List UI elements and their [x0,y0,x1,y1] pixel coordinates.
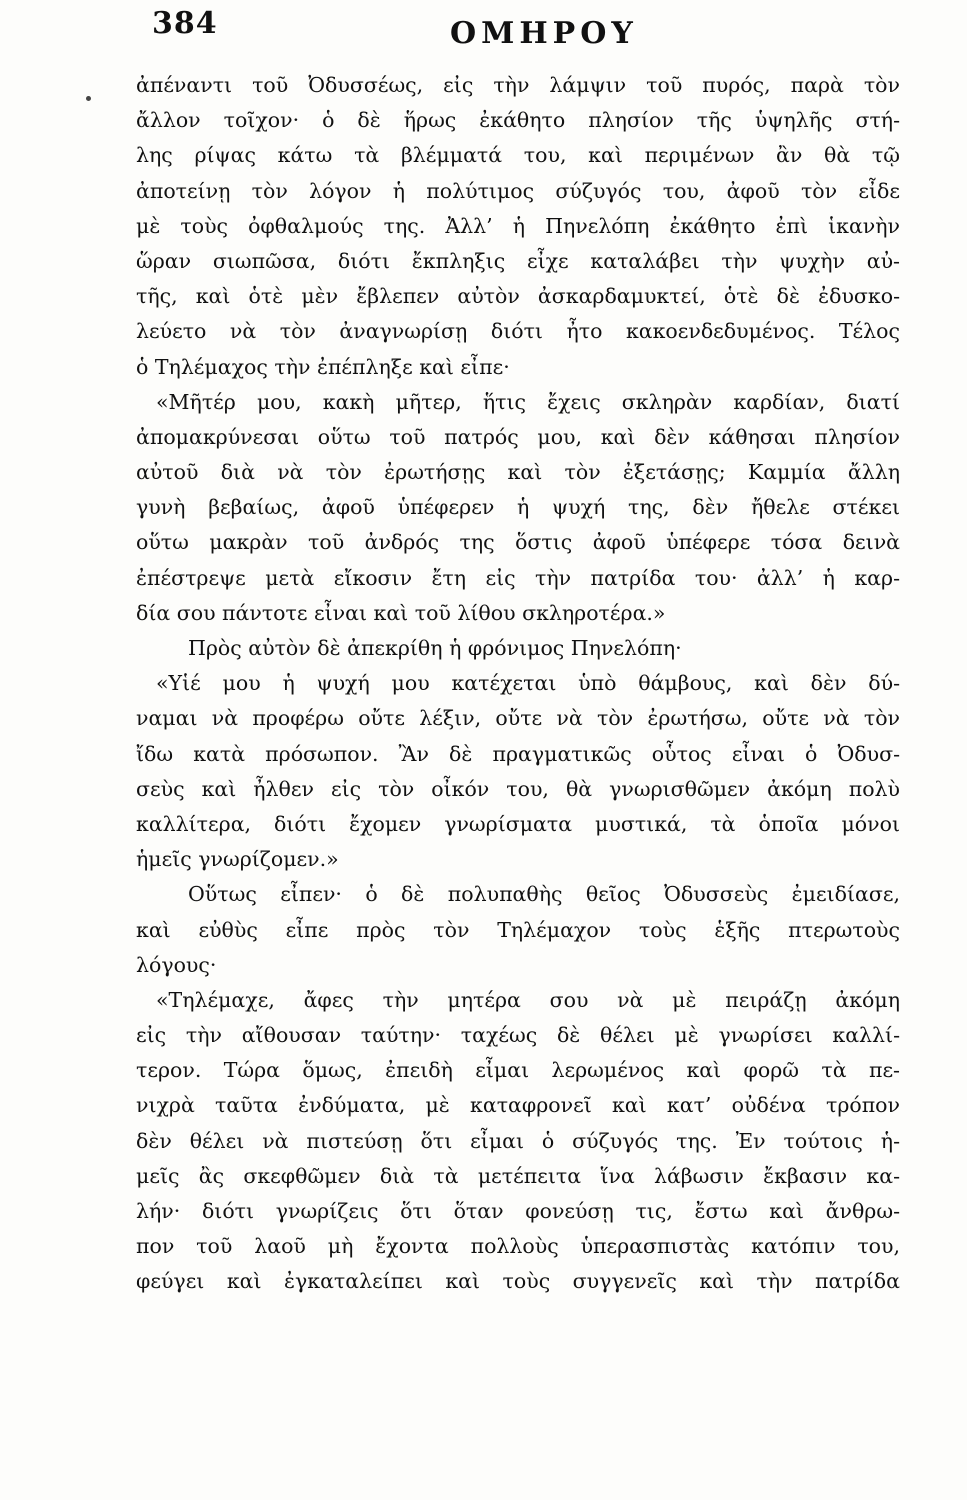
text-line: ἀποτείνῃ τὸν λόγον ἡ πολύτιμος σύζυγός του, ἀφοῦ τὸν εἶδε [136,178,900,203]
text-line: ὥραν σιωπῶσα, διότι ἔκπληξις εἶχε καταλάβει τὴν ψυχὴν αὐ- [136,248,900,273]
text-line: ναμαι νὰ προφέρω οὔτε λέξιν, οὔτε νὰ τὸν ἐρωτήσω, οὔτε νὰ τὸν [136,706,900,731]
text-line: Οὕτως εἶπεν· ὁ δὲ πολυπαθὴς θεῖος Ὀδυσσεὺς ἐμειδίασε, [188,882,900,907]
text-line: εἰς τὴν αἴθουσαν ταύτην· ταχέως δὲ θέλει μὲ γνωρίσει καλλί- [136,1023,900,1048]
text-line: ἴδω κατὰ πρόσωπον. Ἂν δὲ πραγματικῶς οὗτος εἶναι ὁ Ὀδυσ- [136,741,900,766]
text-line: λόγους· [136,952,217,977]
page-header [0,6,967,50]
page-number: 384 [152,6,218,41]
text-line: ἀπέναντι τοῦ Ὀδυσσέως, εἰς τὴν λάμψιν τοῦ πυρός, παρὰ τὸν [136,73,900,97]
text-line: φεύγει καὶ ἐγκαταλείπει καὶ τοὺς συγγενεῖς καὶ τὴν πατρίδα [136,1269,900,1294]
text-line: μεῖς ἂς σκεφθῶμεν διὰ τὰ μετέπειτα ἵνα λάβωσιν ἔκβασιν κα- [136,1163,900,1188]
text-line: δὲν θέλει νὰ πιστεύσῃ ὅτι εἶμαι ὁ σύζυγός της. Ἐν τούτοις ἡ- [136,1128,900,1153]
text-line: σεὺς καὶ ἦλθεν εἰς τὸν οἶκόν του, θὰ γνωρισθῶμεν ἀκόμη πολὺ [136,776,900,801]
text-line: λεύετο νὰ τὸν ἀναγνωρίσῃ διότι ἦτο κακοενδεδυμένος. Τέλος [136,319,900,344]
text-line: πον τοῦ λαοῦ μὴ ἔχοντα πολλοὺς ὑπερασπιστὰς κατόπιν του, [136,1234,900,1259]
text-line: ἀπομακρύνεσαι οὕτω τοῦ πατρός μου, καὶ δὲν κάθησαι πλησίον [136,424,900,449]
text-line: νιχρὰ ταῦτα ἐνδύματα, μὲ καταφρονεῖ καὶ κατ’ οὐδένα τρόπον [136,1093,900,1118]
text-line: Πρὸς αὐτὸν δὲ ἀπεκρίθη ἡ φρόνιμος Πηνελόπη· [188,636,682,660]
text-line: τερον. Τώρα ὅμως, ἐπειδὴ εἶμαι λερωμένος καὶ φορῶ τὰ πε- [136,1058,900,1083]
text-line: ὁ Τηλέμαχος τὴν ἐπέπληξε καὶ εἶπε· [136,354,510,379]
text-line: τῆς, καὶ ὁτὲ μὲν ἔβλεπεν αὐτὸν ἀσκαρδαμυκτεί, ὁτὲ δὲ ἐδυσκο- [136,284,900,309]
text-line: μὲ τοὺς ὀφθαλμούς της. Ἀλλ’ ἡ Πηνελόπη ἐκάθητο ἐπὶ ἱκανὴν [136,213,900,238]
text-line: λης ρίψας κάτω τὰ βλέμματά του, καὶ περιμένων ἂν θὰ τῷ [136,143,900,168]
body-text [136,68,900,1300]
text-line: «Τηλέμαχε, ἄφες τὴν μητέρα σου νὰ μὲ πειράζῃ ἀκόμη [156,987,900,1012]
text-line: «Μῆτέρ μου, κακὴ μῆτερ, ἥτις ἔχεις σκληρὰν καρδίαν, διατί [156,389,900,414]
text-line: ἄλλον τοῖχον· ὁ δὲ ἥρως ἐκάθητο πλησίον τῆς ὑψηλῆς στή- [136,108,900,133]
text-line: δία σου πάντοτε εἶναι καὶ τοῦ λίθου σκληροτέρα.» [136,600,666,625]
text-line: αὐτοῦ διὰ νὰ τὸν ἐρωτήσῃς καὶ τὸν ἐξετάσῃς; Καμμία ἄλλη [136,460,900,485]
running-title: ΟΜΗΡΟΥ [450,16,638,51]
text-line: οὕτω μακρὰν τοῦ ἀνδρός της ὅστις ἀφοῦ ὑπέφερε τόσα δεινὰ [136,530,900,555]
text-line: καλλίτερα, διότι ἔχομεν γνωρίσματα μυστικά, τὰ ὁποῖα μόνοι [136,811,900,836]
text-line: ἡμεῖς γνωρίζομεν.» [136,847,339,872]
text-line: λήν· διότι γνωρίζεις ὅτι ὅταν φονεύσῃ τις, ἔστω καὶ ἄνθρω- [136,1199,900,1223]
margin-mark [86,96,91,101]
text-line: καὶ εὐθὺς εἶπε πρὸς τὸν Τηλέμαχον τοὺς ἑξῆς πτερωτοὺς [136,917,900,942]
text-line: ἐπέστρεψε μετὰ εἴκοσιν ἔτη εἰς τὴν πατρίδα του· ἀλλ’ ἡ καρ- [136,565,900,590]
text-line: «Υἱέ μου ἡ ψυχή μου κατέχεται ὑπὸ θάμβους, καὶ δὲν δύ- [156,671,900,696]
text-line: γυνὴ βεβαίως, ἀφοῦ ὑπέφερεν ἡ ψυχή της, δὲν ἤθελε στέκει [136,495,900,520]
